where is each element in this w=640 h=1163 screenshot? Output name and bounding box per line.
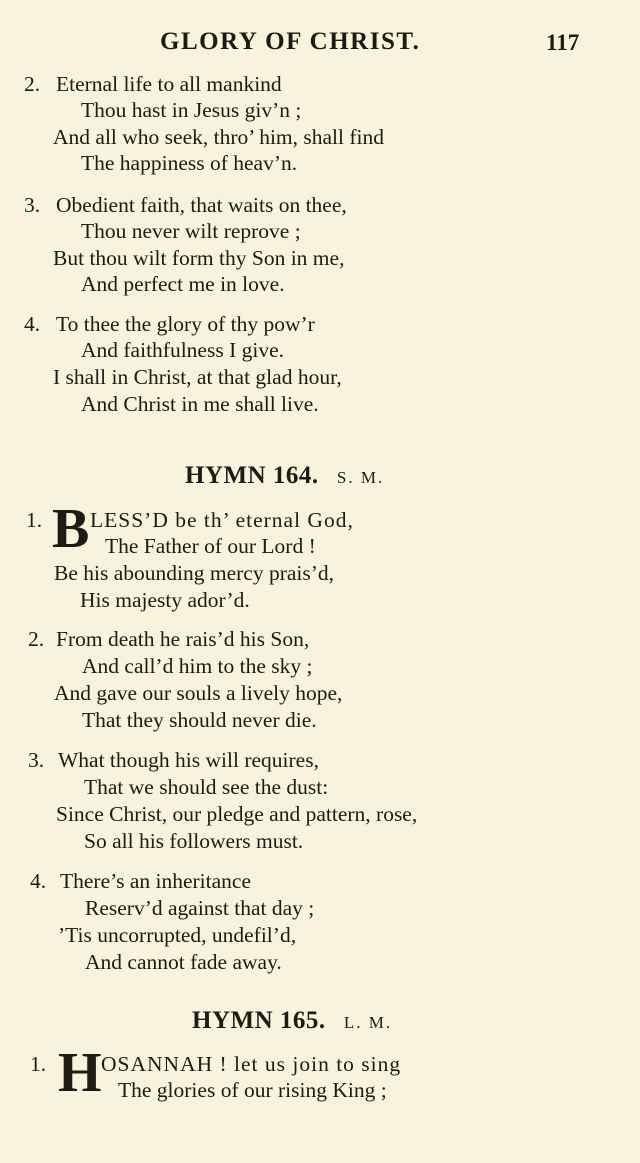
verse-line: Since Christ, our pledge and pattern, rose, — [56, 802, 418, 826]
verse-line: What though his will requires, — [58, 748, 319, 772]
verse-line: And cannot fade away. — [85, 950, 282, 974]
stanza-number: 1. — [26, 508, 43, 532]
stanza-number: 1. — [30, 1052, 47, 1076]
stanza-number: 2. — [28, 627, 45, 651]
verse-line: And call’d him to the sky ; — [82, 654, 313, 678]
drop-cap: B — [52, 498, 90, 560]
verse-line: There’s an inheritance — [60, 869, 252, 893]
verse-line: From death he rais’d his Son, — [56, 627, 310, 651]
verse-line: And all who seek, thro’ him, shall find — [53, 125, 385, 149]
hymn-number: HYMN 165. — [192, 1007, 326, 1034]
verse-line: OSANNAH ! let us join to sing — [101, 1052, 402, 1076]
page-header — [0, 28, 640, 62]
verse-line: And gave our souls a lively hope, — [54, 681, 343, 705]
stanza-number: 4. — [24, 312, 41, 336]
hymn-title — [192, 1007, 392, 1035]
verse-line: Be his abounding mercy prais’d, — [54, 561, 335, 585]
verse-line: That we should see the dust: — [84, 775, 329, 799]
hymn-title — [185, 462, 384, 490]
hymn-meter: S. M. — [336, 468, 385, 487]
verse-line: The glories of our rising King ; — [118, 1078, 387, 1102]
verse-line: LESS’D be th’ eternal God, — [90, 508, 354, 532]
page-number: 117 — [546, 30, 580, 55]
stanza-number: 4. — [30, 869, 47, 893]
stanza-number: 3. — [24, 193, 41, 217]
verse-line: Reserv’d against that day ; — [85, 896, 315, 920]
verse-line: That they should never die. — [82, 708, 317, 732]
verse-line: His majesty ador’d. — [80, 588, 250, 612]
verse-line: And perfect me in love. — [81, 272, 285, 296]
stanza-number: 2. — [24, 72, 41, 96]
verse-line: Obedient faith, that waits on thee, — [56, 193, 347, 217]
verse-line: Eternal life to all mankind — [56, 72, 282, 96]
hymn-number: HYMN 164. — [185, 462, 319, 489]
hymn-meter: L. M. — [343, 1013, 393, 1032]
stanza-number: 3. — [28, 748, 45, 772]
verse-line: Thou hast in Jesus giv’n ; — [81, 98, 302, 122]
verse-line: To thee the glory of thy pow’r — [56, 312, 315, 336]
verse-line: So all his followers must. — [84, 829, 304, 853]
verse-line: The happiness of heav’n. — [81, 151, 298, 175]
drop-cap: H — [58, 1042, 102, 1104]
verse-line: I shall in Christ, at that glad hour, — [53, 365, 342, 389]
running-head: GLORY OF CHRIST. — [160, 28, 421, 55]
verse-line: But thou wilt form thy Son in me, — [53, 246, 345, 270]
verse-line: And faithfulness I give. — [81, 338, 285, 362]
verse-line: And Christ in me shall live. — [81, 392, 319, 416]
verse-line: The Father of our Lord ! — [105, 534, 316, 558]
verse-line: ’Tis uncorrupted, undefil’d, — [58, 923, 297, 947]
verse-line: Thou never wilt reprove ; — [81, 219, 301, 243]
